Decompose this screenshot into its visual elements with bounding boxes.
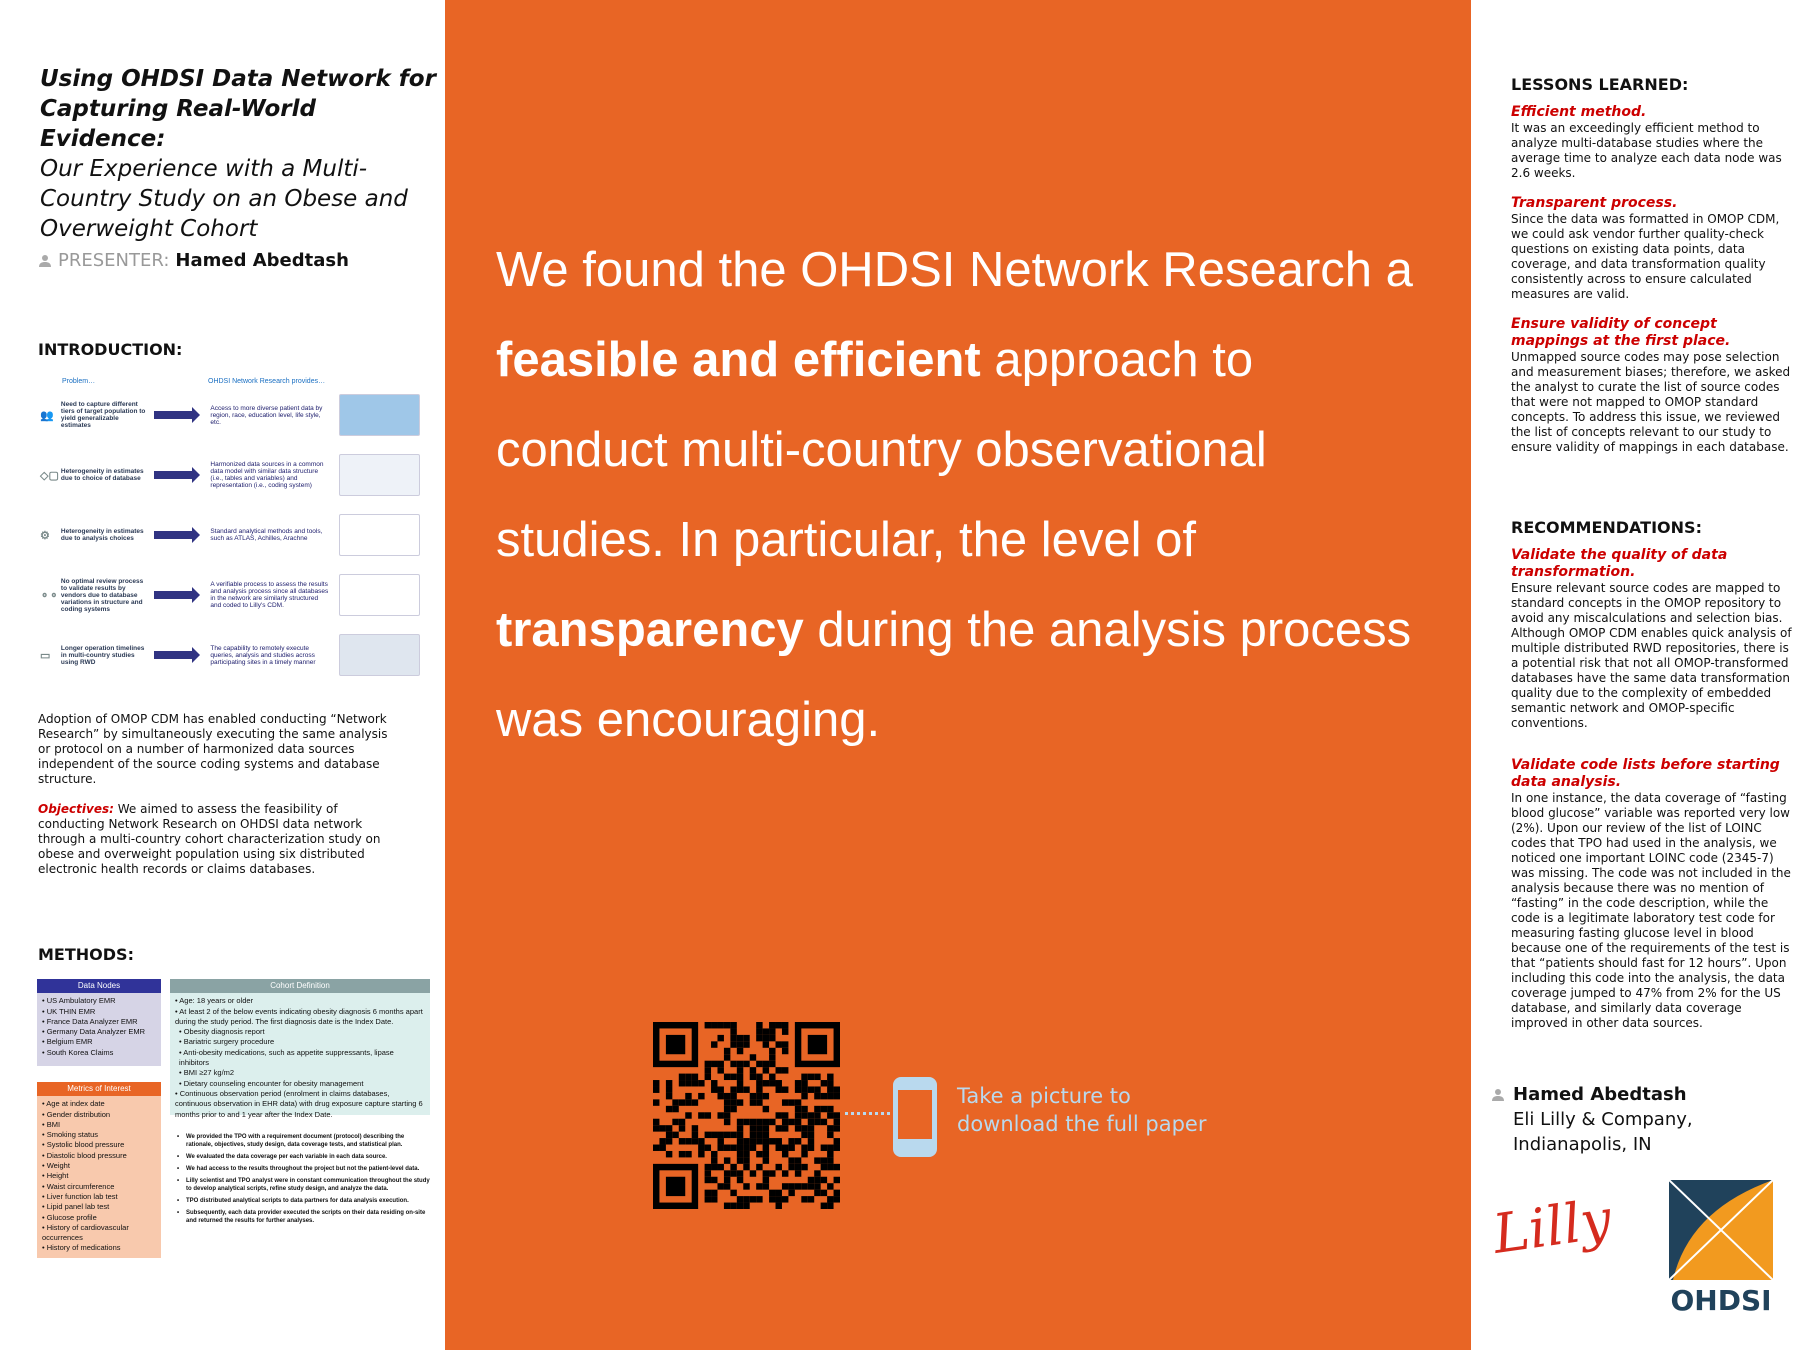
list-item: • Anti-obesity medications, such as appetite suppressants, lipase inhibitors	[175, 1048, 425, 1069]
list-item: • Height	[42, 1171, 156, 1181]
left-column	[0, 0, 445, 1350]
list-item: • Gender distribution	[42, 1110, 156, 1120]
introduction-heading: INTRODUCTION:	[38, 340, 183, 359]
data-nodes-box	[37, 979, 161, 1066]
kf-1: We found the OHDSI Network Research a	[496, 243, 1413, 297]
list-item: • We provided the TPO with a requirement document (protocol) describing the rationale, objectives, study design, data coverage tests, and statistical plan.	[170, 1133, 430, 1149]
arrow-icon	[154, 471, 192, 479]
lilly-logo: Lilly	[1489, 1187, 1615, 1266]
objectives-text: We aimed to assess the feasibility of conducting Network Research on OHDSI data network through a multi-country cohort characterization study on obese and overweight population using six distributed electronic health records or claims databases.	[38, 802, 381, 876]
author-location: Indianapolis, IN	[1513, 1134, 1652, 1155]
right-column	[1471, 0, 1800, 1350]
provides-text: A verifiable process to assess the results and analysis process since all databases in the network are similarly structured and coded to Lilly's CDM.	[210, 581, 329, 609]
qr-code[interactable]	[653, 1022, 840, 1209]
section-item	[1511, 316, 1796, 455]
methods-heading: METHODS:	[38, 945, 134, 964]
list-item: • Glucose profile	[42, 1213, 156, 1223]
list-item: • BMI	[42, 1120, 156, 1130]
item-text: Since the data was formatted in OMOP CDM, we could ask vendor further quality-check questions on existing data points, data coverage, and data transformation quality consistently across to ensure calculated measures are valid.	[1511, 212, 1780, 301]
problem-text: No optimal review process to validate results by vendors due to database variations in structure and coding systems	[60, 577, 144, 613]
key-finding-panel	[445, 0, 1471, 1350]
item-text: Ensure relevant source codes are mapped to standard concepts in the OMOP repository to avoid any miscalculations and selection bias. Although OMOP CDM enables quick analysis of multiple distributed RWD repositories, there is a potential risk that not all OMOP-transformed databases have the same data transformation quality due to the complexity of embedded semantic network and OMOP-specific conventions.	[1511, 581, 1792, 730]
kf-2: approach to conduct multi-country observational studies. In particular, the level of	[496, 333, 1267, 567]
problem-icon: ⚙	[40, 529, 50, 542]
author-org: Eli Lilly & Company,	[1513, 1109, 1693, 1130]
diagram-row	[40, 505, 420, 565]
list-item: • UK THIN EMR	[42, 1007, 156, 1017]
provides-text: Standard analytical methods and tools, such as ATLAS, Achilles, Arachne	[210, 528, 323, 542]
problem-text: Longer operation timelines in multi-country studies using RWD	[60, 644, 145, 666]
list-item: • At least 2 of the below events indicating obesity diagnosis 6 months apart during the study period. The first diagnosis date is the Index Date.	[175, 1007, 425, 1028]
list-item: • We evaluated the data coverage per each variable in each data source.	[170, 1153, 430, 1161]
item-text: Unmapped source codes may pose selection and measurement biases; therefore, we asked the analyst to curate the list of source codes that were not mapped to OMOP standard concepts. To address this issue, we reviewed the list of concepts relevant to our study to ensure validity of mappings in each database.	[1511, 350, 1791, 454]
section-item	[1511, 195, 1796, 302]
section-item	[1511, 757, 1796, 1031]
title-bold: Using OHDSI Data Network for Capturing Real-World Evidence:	[40, 66, 436, 152]
item-title: Efficient method.	[1511, 104, 1647, 120]
item-title: Validate code lists before starting data analysis.	[1511, 757, 1780, 790]
metrics-box	[37, 1082, 161, 1258]
diagram-col-provides: OHDSI Network Research provides…	[208, 378, 326, 385]
illustration-image	[339, 454, 420, 496]
arrow-icon	[154, 591, 192, 599]
dotted-arrow	[845, 1112, 890, 1115]
presenter	[38, 250, 349, 271]
illustration-image	[339, 514, 420, 556]
lessons-heading: LESSONS LEARNED:	[1511, 75, 1689, 94]
methods-steps	[170, 1133, 430, 1229]
ohdsi-wordmark: OHDSI	[1670, 1284, 1772, 1317]
kf-bold-1: feasible and efficient	[496, 333, 981, 387]
kf-bold-2: transparency	[496, 603, 804, 657]
list-item: • Lipid panel lab test	[42, 1202, 156, 1212]
problem-icon: 👥	[40, 409, 54, 422]
presenter-label: PRESENTER:	[58, 250, 170, 271]
list-item: • Systolic blood pressure	[42, 1140, 156, 1150]
diagram-row	[40, 565, 420, 625]
list-item: • We had access to the results throughout the project but not the patient-level data.	[170, 1165, 430, 1173]
list-item: • Continuous observation period (enrolment in claims databases, continuous observation in EHR data) with drug exposure capture starting 6 months prior to and 1 year after the Index Date.	[175, 1089, 425, 1120]
introduction-paragraph: Adoption of OMOP CDM has enabled conducting “Network Research” by simultaneously executing the same analysis or protocol on a number of harmonized data sources independent of the source coding systems and database structure.	[38, 712, 388, 786]
recommendations-heading: RECOMMENDATIONS:	[1511, 518, 1702, 537]
list-item: • Germany Data Analyzer EMR	[42, 1027, 156, 1037]
presenter-name: Hamed Abedtash	[175, 250, 349, 271]
diagram-row	[40, 445, 420, 505]
list-item: • Obesity diagnosis report	[175, 1027, 425, 1037]
diagram-row	[40, 385, 420, 445]
arrow-icon	[154, 651, 192, 659]
problem-icon: ▭	[40, 649, 51, 662]
list-item: • Dietary counseling encounter for obesity management	[175, 1079, 425, 1089]
arrow-icon	[154, 531, 192, 539]
list-item: • Weight	[42, 1161, 156, 1171]
list-item: • Smoking status	[42, 1130, 156, 1140]
person-icon	[1491, 1088, 1505, 1102]
problem-icon: ◇▢	[40, 469, 59, 482]
list-item: • Bariatric surgery procedure	[175, 1037, 425, 1047]
provides-text: The capability to remotely execute queries, analysis and studies across participating sites in a timely manner	[210, 644, 316, 666]
item-title: Transparent process.	[1511, 195, 1678, 211]
problem-icon: ⚬⚬	[40, 589, 59, 602]
diagram-row	[40, 625, 420, 685]
cohort-box	[170, 979, 430, 1119]
section-item	[1511, 547, 1796, 731]
illustration-image	[339, 574, 420, 616]
cohort-title: Cohort Definition	[170, 979, 430, 993]
poster-title	[40, 64, 440, 244]
provides-text: Harmonized data sources in a common data model with similar data structure (i.e., tables and variables) and representation (i.e., coding system)	[210, 461, 324, 489]
provides-text: Access to more diverse patient data by region, race, education level, life style, etc.	[210, 404, 323, 426]
problem-text: Need to capture different tiers of target population to yield generalizable estimates	[60, 401, 146, 429]
illustration-image	[339, 634, 420, 676]
title-subtitle: Our Experience with a Multi-Country Study on an Obese and Overweight Cohort	[40, 156, 408, 242]
author-block	[1491, 1082, 1693, 1157]
author-name: Hamed Abedtash	[1513, 1084, 1687, 1105]
list-item: • Diastolic blood pressure	[42, 1151, 156, 1161]
list-item: • Age: 18 years or older	[175, 996, 425, 1006]
list-item: • Liver function lab test	[42, 1192, 156, 1202]
data-nodes-title: Data Nodes	[37, 979, 161, 993]
arrow-icon	[154, 411, 192, 419]
item-text: It was an exceedingly efficient method to analyze multi-database studies where the average time to analyze each data node was 2.6 weeks.	[1511, 121, 1782, 180]
problem-text: Heterogeneity in estimates due to analysis choices	[60, 528, 144, 542]
objectives-label: Objectives:	[38, 802, 114, 816]
ohdsi-logo	[1669, 1180, 1773, 1317]
list-item: • US Ambulatory EMR	[42, 996, 156, 1006]
key-finding	[496, 225, 1436, 765]
objectives	[38, 802, 398, 877]
item-title: Validate the quality of data transformation.	[1511, 547, 1728, 580]
list-item: • History of medications	[42, 1243, 156, 1253]
problem-text: Heterogeneity in estimates due to choice of database	[60, 468, 144, 482]
list-item: • TPO distributed analytical scripts to data partners for data analysis execution.	[170, 1197, 430, 1205]
illustration-image	[339, 394, 420, 436]
list-item: • Subsequently, each data provider executed the scripts on their data residing on-site and returned the results for further analyses.	[170, 1209, 430, 1225]
list-item: • Age at index date	[42, 1099, 156, 1109]
qr-caption: Take a picture to download the full paper	[957, 1084, 1207, 1136]
list-item: • Belgium EMR	[42, 1037, 156, 1047]
list-item: • History of cardiovascular occurrences	[42, 1223, 156, 1244]
smartphone-icon	[893, 1077, 937, 1157]
metrics-title: Metrics of Interest	[37, 1082, 161, 1096]
person-icon	[38, 254, 52, 268]
list-item: • France Data Analyzer EMR	[42, 1017, 156, 1027]
diagram-col-problem: Problem…	[62, 378, 96, 385]
item-text: In one instance, the data coverage of “fasting blood glucose” variable was reported very low (2%). Upon our review of the list of LOINC codes that TPO had used in the analysis, we noticed one important LOINC code (2345-7) was missing. The code was not included in the analysis because there was no mention of “fasting” in the code description, while the code is a legitimate laboratory test code for measuring fasting glucose level in blood because one of the requirements of the test is that “patients should fast for 12 hours”. Upon including this code into the analysis, the data coverage jumped to 47% from 2% for the US database, and similarly data coverage improved in other data sources.	[1511, 791, 1791, 1030]
recommendations-list	[1511, 547, 1796, 1045]
introduction-diagram	[40, 378, 420, 685]
kf-3: during the analysis process was encouraging.	[496, 603, 1412, 747]
lessons-list	[1511, 104, 1796, 455]
list-item: • Waist circumference	[42, 1182, 156, 1192]
list-item: • South Korea Claims	[42, 1048, 156, 1058]
list-item: • BMI ≥27 kg/m2	[175, 1068, 425, 1078]
item-title: Ensure validity of concept mappings at the first place.	[1511, 316, 1731, 349]
section-item	[1511, 104, 1796, 181]
list-item: • Lilly scientist and TPO analyst were in constant communication throughout the study to develop analytical scripts, refine study design, and analyze the data.	[170, 1177, 430, 1193]
